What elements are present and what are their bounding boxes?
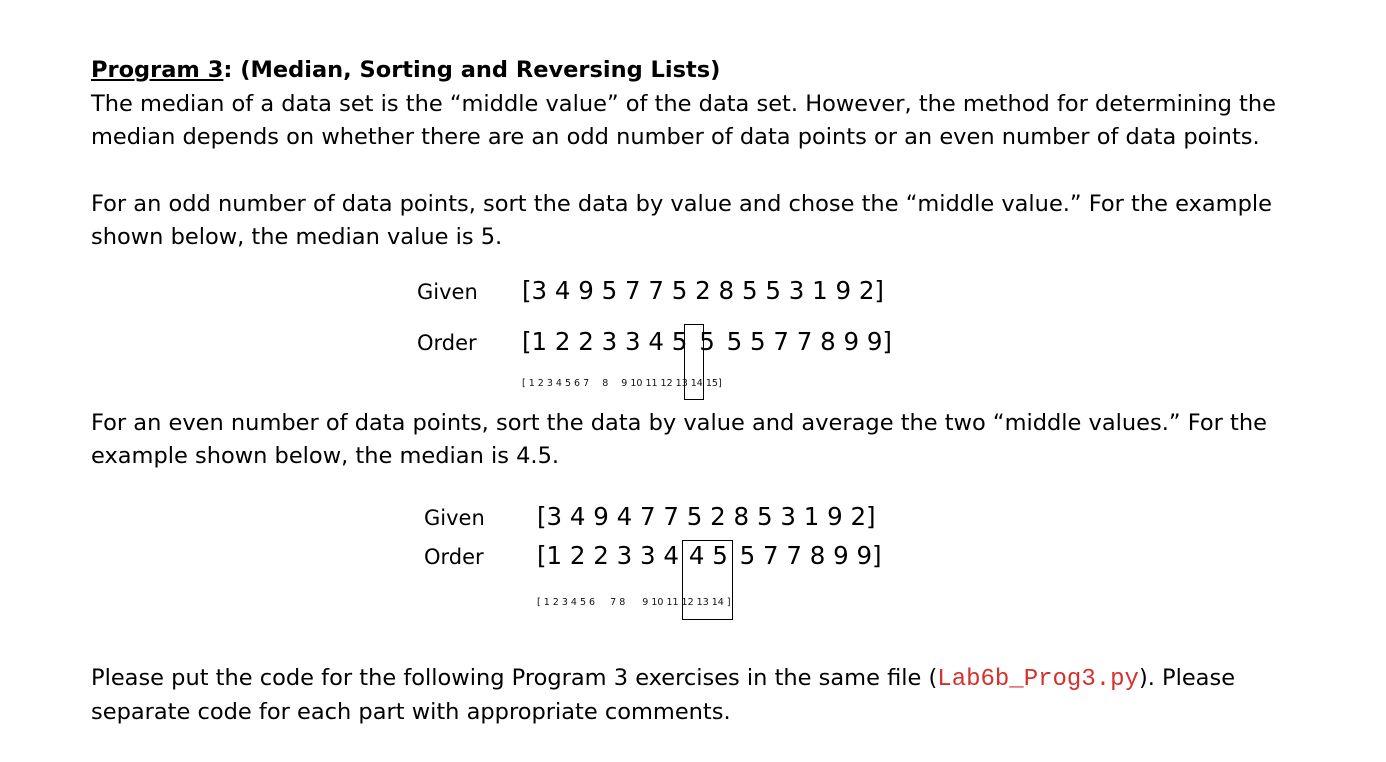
intro-line-1: The median of a data set is the “middle value” of the data set. However, the method for determining the [91, 91, 1276, 117]
even-order-before: [1 2 2 3 3 4 [537, 541, 680, 570]
heading-title: : (Median, Sorting and Reversing Lists) [223, 57, 721, 83]
even-order-label: Order [424, 545, 484, 569]
odd-given-label: Given [417, 280, 478, 304]
closing-line-2: separate code for each part with appropriate comments. [91, 699, 731, 725]
filename: Lab6b_Prog3.py [937, 666, 1139, 693]
closing-line-1 [91, 662, 1235, 696]
closing-text-before: Please put the code for the following Program 3 exercises in the same file ( [91, 665, 938, 691]
section-heading [91, 54, 720, 87]
even-index-before: [ 1 2 3 4 5 6 [537, 597, 596, 608]
odd-index-after: 9 10 11 12 13 14 15] [621, 378, 722, 389]
even-index-median: 7 8 [610, 597, 626, 608]
program-number: Program 3 [91, 57, 224, 83]
intro-line-2: median depends on whether there are an odd number of data points or an even number of data points. [91, 124, 1260, 150]
odd-order-sequence [522, 328, 892, 356]
odd-given-sequence: [3 4 9 5 7 7 5 2 8 5 5 3 1 9 2] [522, 276, 884, 305]
closing-text-after: ). Please [1138, 665, 1236, 691]
even-index-row [537, 597, 731, 609]
odd-line-2: shown below, the median value is 5. [91, 224, 503, 250]
even-index-after: 9 10 11 12 13 14 ] [642, 597, 731, 608]
even-given-sequence: [3 4 9 4 7 7 5 2 8 5 3 1 9 2] [537, 502, 876, 531]
even-line-2: example shown below, the median is 4.5. [91, 443, 560, 469]
odd-index-median: 8 [602, 378, 609, 389]
odd-order-after: 5 5 7 7 8 9 9] [726, 327, 892, 356]
odd-index-before: [ 1 2 3 4 5 6 7 [522, 378, 590, 389]
odd-index-row [522, 378, 722, 390]
even-order-after: 5 7 7 8 9 9] [739, 541, 882, 570]
odd-order-label: Order [417, 331, 477, 355]
even-order-median: 4 5 [688, 541, 728, 570]
even-given-label: Given [424, 506, 485, 530]
odd-order-before: [1 2 2 3 3 4 5 [522, 327, 688, 356]
even-line-1: For an even number of data points, sort the data by value and average the two “middle values.” For the [91, 410, 1267, 436]
odd-line-1: For an odd number of data points, sort the data by value and chose the “middle value.” For the example [91, 191, 1272, 217]
odd-order-median: 5 [699, 327, 715, 356]
